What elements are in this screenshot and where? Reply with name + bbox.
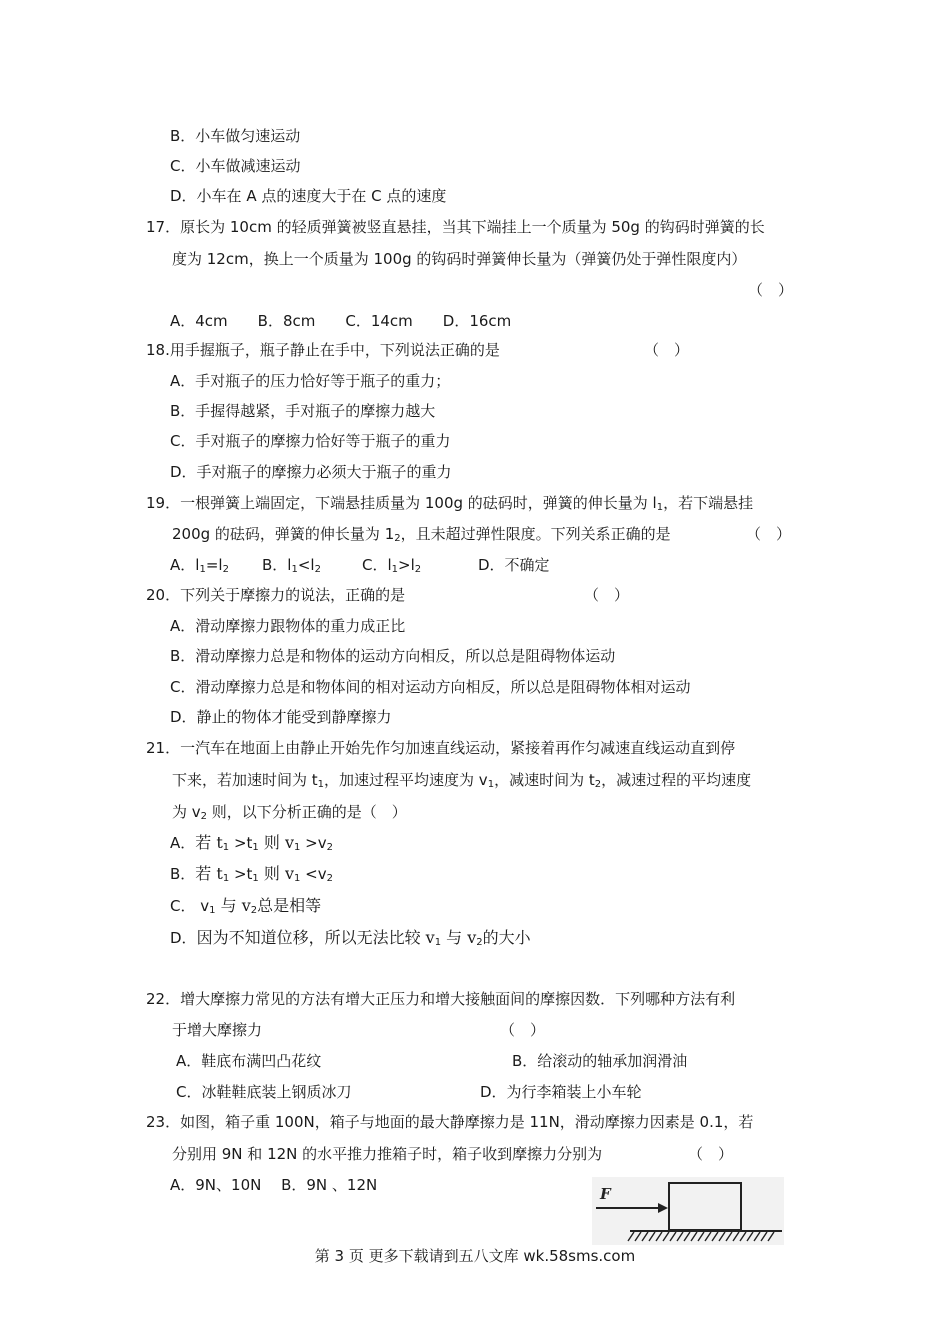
q17-stem-line2: 度为 12cm，换上一个质量为 100g 的钩码时弹簧伸长量为（弹簧仍处于弹性限度内） [172,250,747,268]
force-label: F [600,1185,611,1203]
q22-stem-line2: 于增大摩擦力 [172,1021,263,1039]
q22-option-c: C．冰鞋鞋底装上钢质冰刀 [176,1083,352,1101]
q18-answer-bracket: （ ） [644,341,690,359]
q21-option-a: A．若 $t_1 >t_1$ 则 $v_1 >v_2$ [170,833,333,853]
q19-answer-bracket: （ ） [746,525,792,543]
q21-option-d: D．因为不知道位移，所以无法比较 $v_1$ 与 $v_2$的大小 [170,928,531,948]
q23-stem-line2: 分别用 9N 和 12N 的水平推力推箱子时，箱子收到摩擦力分别为 [172,1145,603,1163]
q19-stem-line1: 19．一根弹簧上端固定，下端悬挂质量为 100g 的砝码时，弹簧的伸长量为 $l_1$，若下端悬挂 [146,494,754,513]
box-force-diagram [592,1177,784,1245]
q20-option-c: C．滑动摩擦力总是和物体间的相对运动方向相反，所以总是阻碍物体相对运动 [170,678,691,696]
q16-option-c: C．小车做减速运动 [170,157,301,175]
q20-stem: 20．下列关于摩擦力的说法，正确的是 [146,586,406,604]
q22-option-d: D．为行李箱装上小车轮 [480,1083,642,1101]
q20-option-a: A．滑动摩擦力跟物体的重力成正比 [170,617,406,635]
q17-answer-bracket: （ ） [748,281,794,299]
q21-option-c: C． $v_1$ 与 $v_2$总是相等 [170,896,322,916]
q20-answer-bracket: （ ） [584,586,630,604]
q18-option-b: B．手握得越紧，手对瓶子的摩擦力越大 [170,402,436,420]
q18-stem: 18.用手握瓶子，瓶子静止在手中，下列说法正确的是 [146,341,500,359]
q17-options: A．4cm B．8cm C．14cm D．16cm [170,312,512,330]
q22-option-a: A．鞋底布满凹凸花纹 [176,1052,322,1070]
page-footer: 第 3 页 更多下载请到五八文库 wk.58sms.com [314,1247,636,1265]
q17-stem-line1: 17．原长为 10cm 的轻质弹簧被竖直悬挂，当其下端挂上一个质量为 50g 的钩码时弹簧的长 [146,218,765,236]
q18-option-d: D．手对瓶子的摩擦力必须大于瓶子的重力 [170,463,452,481]
q22-stem-line1: 22．增大摩擦力常见的方法有增大正压力和增大接触面间的摩擦因数．下列哪种方法有利 [146,990,736,1008]
q19-option-a: A．$l_1=l_2$ [170,556,229,575]
q18-option-c: C．手对瓶子的摩擦力恰好等于瓶子的重力 [170,432,451,450]
q20-option-b: B．滑动摩擦力总是和物体的运动方向相反，所以总是阻碍物体运动 [170,647,616,665]
q22-option-b: B．给滚动的轴承加润滑油 [512,1052,688,1070]
q21-stem-line3: 为 $v_2$ 则，以下分析正确的是（ ） [172,803,407,822]
q23-options: A．9N、10N B．9N 、12N [170,1176,378,1194]
q19-stem-line2: 200g 的砝码，弹簧的伸长量为 $1_2$，且未超过弹性限度。下列关系正确的是 [172,525,671,544]
q21-stem-line2: 下来，若加速时间为 $t_1$，加速过程平均速度为 $v_1$，减速时间为 $t_2$，减速过程的平均速度 [172,771,752,790]
q23-answer-bracket: （ ） [688,1145,734,1163]
q23-stem-line1: 23．如图，箱子重 100N，箱子与地面的最大静摩擦力是 11N，滑动摩擦力因素是 0.1，若 [146,1113,754,1131]
q22-answer-bracket: （ ） [500,1021,546,1039]
q16-option-d: D．小车在 A 点的速度大于在 C 点的速度 [170,187,447,205]
q16-option-b: B．小车做匀速运动 [170,127,301,145]
q21-option-b: B．若 $t_1 >t_1$ 则 $v_1 <v_2$ [170,864,333,884]
q19-option-d: D．不确定 [478,556,550,574]
q18-option-a: A．手对瓶子的压力恰好等于瓶子的重力； [170,372,451,390]
q21-stem-line1: 21．一汽车在地面上由静止开始先作匀加速直线运动，紧接着再作匀减速直线运动直到停 [146,739,736,757]
q19-option-c: C．$l_1>l_2$ [362,556,422,575]
q19-option-b: B．$l_1<l_2$ [262,556,321,575]
q20-option-d: D．静止的物体才能受到静摩擦力 [170,708,392,726]
